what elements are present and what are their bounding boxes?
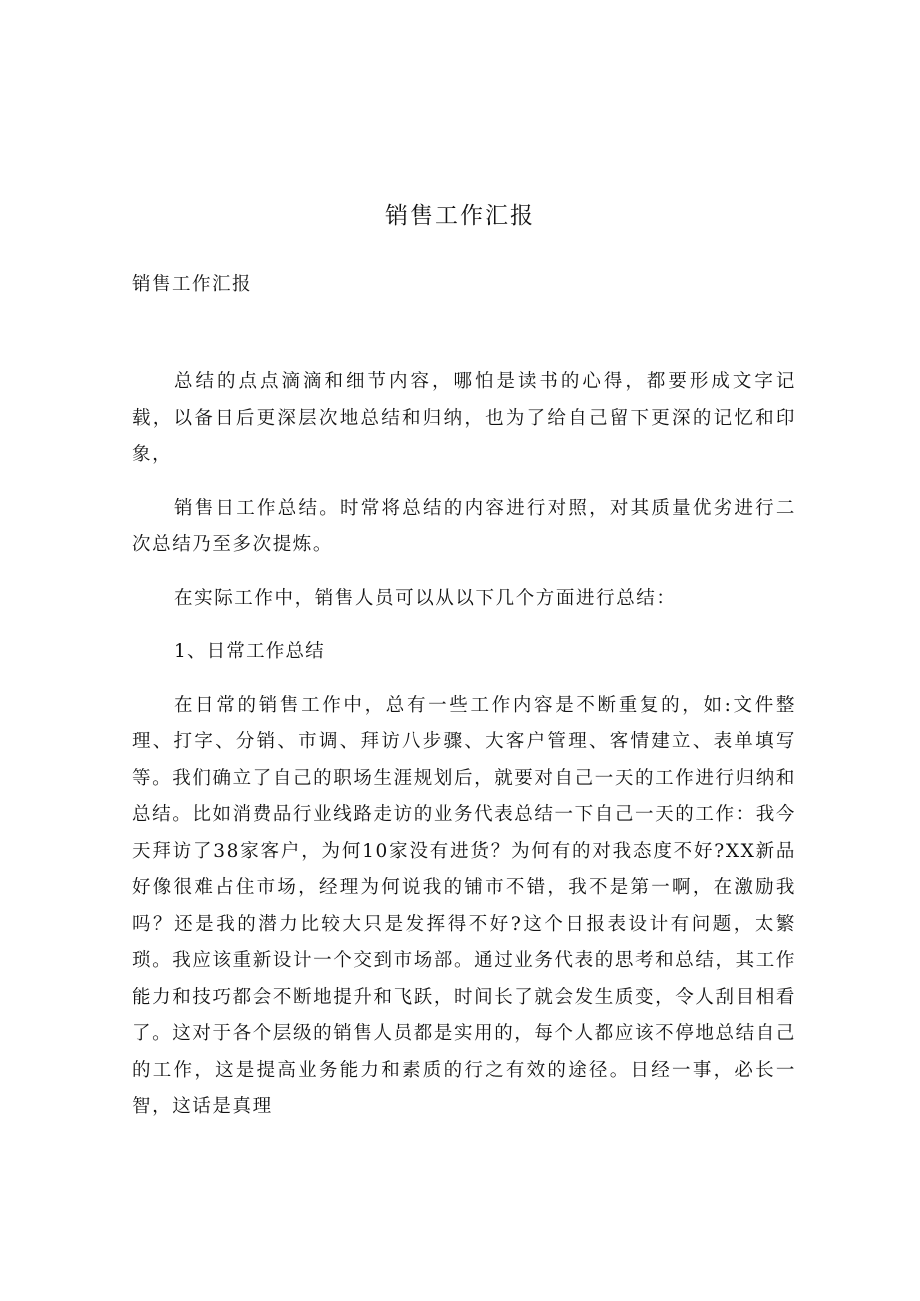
paragraph-daily-summary: 销售日工作总结。时常将总结的内容进行对照，对其质量优劣进行二次总结乃至多次提炼。 xyxy=(132,497,796,555)
document-title: 销售工作汇报 xyxy=(385,203,535,229)
paragraph-daily-work: 在日常的销售工作中，总有一些工作内容是不断重复的，如:文件整理、打字、分销、市调、拜访八步骤、大客户管理、客情建立、表单填写等。我们确立了自己的职场生涯规划后，就要对自己一天的工作进行归纳和总结。比如消费品行业线路走访的业务代表总结一下自己一天的工作：我今天拜访了38家客户，为何10家没有进货？为何有的对我态度不好?XX新品好像很难占住市场，经理为何说我的铺市不错，我不是第一啊，在激励我吗？还是我的潜力比较大只是发挥得不好?这个日报表设计有问题，太繁琐。我应该重新设计一个交到市场部。通过业务代表的思考和总结，其工作能力和技巧都会不断地提升和飞跃，时间长了就会发生质变，令人刮目相看了。这对于各个层级的销售人员都是实用的，每个人都应该不停地总结自己的工作，这是提高业务能力和素质的行之有效的途径。日经一事，必长一智，这话是真理 xyxy=(132,694,796,1117)
paragraph-aspects: 在实际工作中，销售人员可以从以下几个方面进行总结： xyxy=(174,587,677,609)
document-body xyxy=(132,364,796,1143)
paragraph-intro: 总结的点点滴滴和细节内容，哪怕是读书的心得，都要形成文字记载，以备日后更深层次地总结和归纳，也为了给自己留下更深的记忆和印象， xyxy=(132,371,796,465)
document-subtitle: 销售工作汇报 xyxy=(132,274,253,295)
section-heading: 1、日常工作总结 xyxy=(174,641,325,662)
